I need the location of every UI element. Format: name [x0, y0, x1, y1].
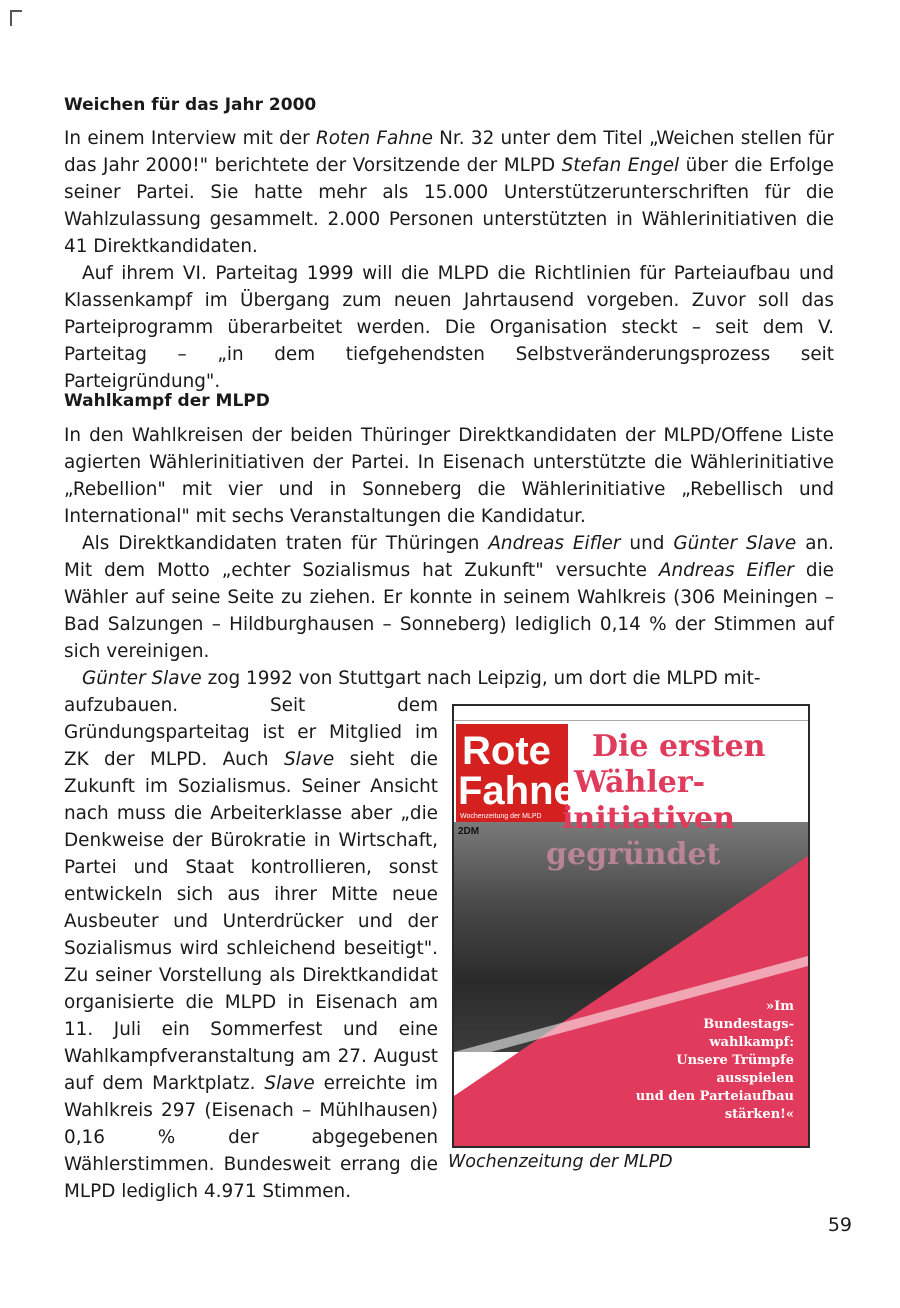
paragraph: In den Wahlkreisen der beiden Thüringer Direktkandidaten der MLPD/Offene Liste agierten Wählerinitiativen der Partei. In Eisenach unterstützte die Wählerinitiative „Rebellion" mit vier und in Sonneberg die Wählerinitiative „Rebellisch und International" mit sechs Veranstaltungen die Kandidatur. — [64, 425, 834, 527]
newspaper-cover-image — [452, 704, 810, 1148]
logo-line-2: Fahne — [458, 769, 576, 813]
paragraph: Günter Slave zog 1992 von Stuttgart nach Leipzig, um dort die MLPD mit- — [82, 668, 761, 689]
headline-line-1: Die ersten — [592, 729, 766, 764]
crop-mark — [10, 10, 22, 26]
section-heading-weichen: Weichen für das Jahr 2000 — [64, 95, 317, 115]
paragraph: Als Direktkandidaten traten für Thüringen Andreas Eifler und Günter Slave an. Mit dem Motto „echter Sozialismus hat Zukunft" versuchte Andreas Eifler die Wähler auf seine Seite zu ziehen. Er konnte in seinem Wahlkreis (306 Meiningen – Bad Salzungen – Hildburghausen – Sonneberg) lediglich 0,14 % der Stimmen auf sich vereinigen. — [64, 533, 834, 662]
section-body-weichen — [64, 125, 834, 395]
price-label: 2DM — [458, 826, 480, 837]
section-heading-wahlkampf: Wahlkampf der MLPD — [64, 391, 270, 411]
figure-caption: Wochenzeitung der MLPD — [448, 1152, 673, 1172]
newspaper-figure — [448, 704, 812, 1174]
headline-line-4: gegründet — [546, 837, 721, 872]
teaser-line: und den Parteiaufbau — [635, 1089, 794, 1104]
cover-graphics — [454, 706, 808, 1146]
teaser-line: Bundestags- — [703, 1017, 794, 1032]
logo-line-1: Rote — [462, 729, 551, 773]
teaser-line: »Im — [766, 999, 794, 1014]
section-body-wahlkampf — [64, 422, 834, 692]
logo-subtitle: Wochenzeitung der MLPD — [460, 813, 542, 820]
headline-line-2: Wähler- — [574, 765, 706, 800]
teaser-line: stärken!« — [724, 1107, 794, 1122]
paragraph: In einem Interview mit der Roten Fahne Nr. 32 unter dem Titel „Weichen stellen für das Jahr 2000!" berichtete der Vorsitzende der MLPD Stefan Engel über die Erfolge seiner Partei. Sie hatte mehr als 15.000 Unterstützerunterschriften für die Wahlzulassung gesammelt. 2.000 Personen unterstützten in Wählerinitiativen die 41 Direktkandidaten. — [64, 128, 834, 257]
headline-line-3: initiativen — [562, 801, 735, 836]
paragraph: Auf ihrem VI. Parteitag 1999 will die MLPD die Richtlinien für Parteiaufbau und Klassenkampf im Übergang zum neuen Jahrtausend vorgeben. Zuvor soll das Parteiprogramm überarbeitet werden. Die Organisation steckt – seit dem V. Parteitag – „in dem tiefgehendsten Selbstveränderungsprozess seit Parteigründung". — [64, 263, 834, 392]
teaser-line: wahlkampf: — [709, 1035, 794, 1050]
page-number: 59 — [827, 1214, 852, 1236]
teaser-line: ausspielen — [716, 1071, 794, 1086]
paragraph-wrapped: aufzubauen. Seit dem Gründungsparteitag ist er Mitglied im ZK der MLPD. Auch Slave sieht die Zukunft im Sozialismus. Seiner Ansicht nach muss die Arbeiterklasse aber „die Denkweise der Bürokratie in Wirtschaft, Partei und Staat kontrollieren, sonst entwickeln sich aus ihrer Mitte neue Ausbeuter und Unterdrücker und der Sozialismus wird schleichend beseitigt". Zu seiner Vorstellung als Direktkandidat organisierte die MLPD in Eisenach am 11. Juli ein Sommerfest und eine Wahlkampfveranstaltung am 27. August auf dem Marktplatz. Slave erreichte im Wahlkreis 297 (Eisenach – Mühlhausen) 0,16 % der abgegebenen Wählerstimmen. Bundesweit errang die MLPD lediglich 4.971 Stimmen. — [64, 695, 438, 1202]
teaser-line: Unsere Trümpfe — [676, 1053, 794, 1068]
